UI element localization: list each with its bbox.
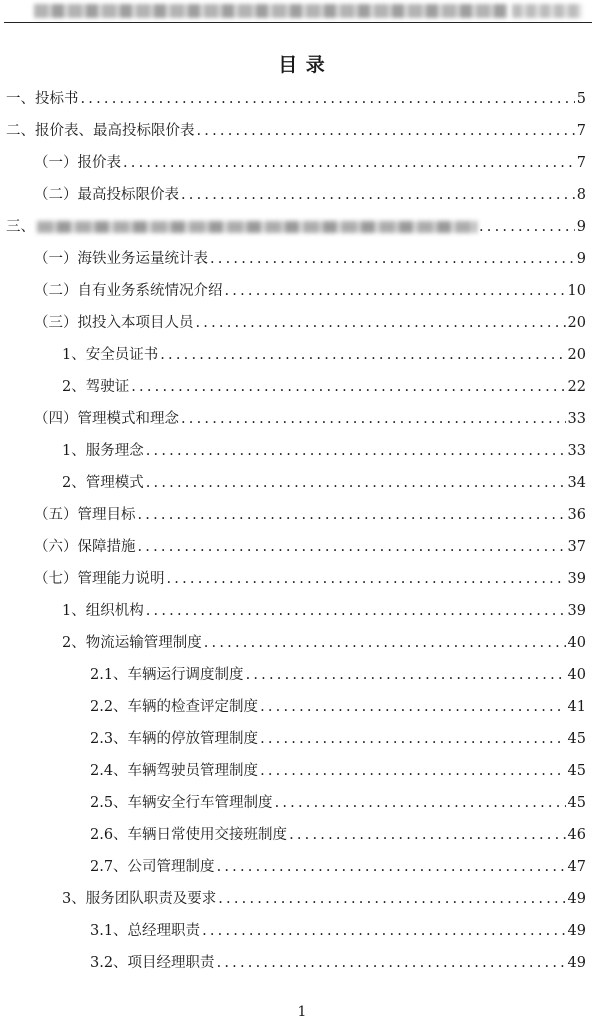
toc-entry-page: 34 bbox=[567, 475, 586, 491]
toc-leader-dots bbox=[289, 824, 565, 846]
toc-entry[interactable] bbox=[6, 120, 586, 142]
toc-entry[interactable] bbox=[34, 408, 586, 430]
toc-entry-page: 7 bbox=[576, 123, 586, 139]
toc-entry-page: 33 bbox=[567, 443, 586, 459]
toc-entry[interactable] bbox=[90, 952, 586, 974]
toc-entry-label: （二）最高投标限价表 bbox=[34, 187, 179, 203]
toc-entry[interactable] bbox=[62, 376, 586, 398]
toc-entry-label: 2、驾驶证 bbox=[62, 379, 130, 395]
toc-entry-page: 47 bbox=[567, 859, 586, 875]
toc-leader-dots bbox=[138, 504, 566, 526]
toc-entry-page: 10 bbox=[567, 283, 586, 299]
toc-entry-label: （二）自有业务系统情况介绍 bbox=[34, 283, 223, 299]
toc-leader-dots bbox=[246, 664, 566, 686]
toc-entry[interactable] bbox=[90, 920, 586, 942]
page-number: 1 bbox=[297, 1004, 307, 1020]
toc-entry[interactable] bbox=[6, 88, 586, 110]
toc-entry-label: （一）海铁业务运量统计表 bbox=[34, 251, 208, 267]
toc-entry-label: 2.1、车辆运行调度制度 bbox=[90, 667, 244, 683]
toc-entry-label: 2.3、车辆的停放管理制度 bbox=[90, 731, 259, 747]
toc-entry[interactable] bbox=[34, 568, 586, 590]
toc-leader-dots bbox=[217, 856, 566, 878]
toc-entry[interactable] bbox=[90, 728, 586, 750]
toc-entry-label: 3.1、总经理职责 bbox=[90, 923, 201, 939]
toc-entry-page: 7 bbox=[576, 155, 586, 171]
toc-entry-page: 20 bbox=[567, 347, 586, 363]
toc-entry-label: 2.6、车辆日常使用交接班制度 bbox=[90, 827, 288, 843]
toc-leader-dots bbox=[146, 472, 566, 494]
toc-leader-dots bbox=[81, 88, 575, 110]
toc-entry[interactable] bbox=[34, 536, 586, 558]
toc-entry[interactable] bbox=[62, 440, 586, 462]
toc-entry[interactable] bbox=[62, 632, 586, 654]
toc-entry-label: （七）管理能力说明 bbox=[34, 571, 165, 587]
toc-entry-page: 5 bbox=[576, 91, 586, 107]
toc-entry-label: 2.2、车辆的检查评定制度 bbox=[90, 699, 259, 715]
redacted-entry-text bbox=[37, 221, 477, 233]
toc-leader-dots bbox=[210, 248, 575, 270]
toc-entry-page: 20 bbox=[567, 315, 586, 331]
toc-leader-dots bbox=[204, 632, 566, 654]
toc-entry-label: 2、物流运输管理制度 bbox=[62, 635, 202, 651]
toc-entry[interactable] bbox=[62, 344, 586, 366]
toc-leader-dots bbox=[160, 344, 565, 366]
toc-entry[interactable] bbox=[90, 664, 586, 686]
page-title: 目 录 bbox=[278, 54, 326, 76]
toc-entry[interactable] bbox=[34, 312, 586, 334]
toc-entry-label: 三、 bbox=[6, 219, 35, 235]
toc-leader-dots bbox=[202, 920, 565, 942]
toc-entry-label: 1、组织机构 bbox=[62, 603, 144, 619]
toc-entry-page: 36 bbox=[567, 507, 586, 523]
toc-entry-label: 1、安全员证书 bbox=[62, 347, 159, 363]
toc-leader-dots bbox=[217, 952, 566, 974]
redacted-header-text bbox=[34, 4, 508, 18]
toc-leader-dots bbox=[181, 184, 575, 206]
toc-entry[interactable] bbox=[34, 248, 586, 270]
toc-entry[interactable] bbox=[90, 760, 586, 782]
toc-entry-page: 49 bbox=[567, 891, 586, 907]
toc-entry-page: 9 bbox=[576, 219, 586, 235]
toc-leader-dots bbox=[167, 568, 566, 590]
toc-entry-label: 一、投标书 bbox=[6, 91, 79, 107]
toc-entry-page: 37 bbox=[567, 539, 586, 555]
toc-entry[interactable] bbox=[34, 184, 586, 206]
toc-entry-label: 3.2、项目经理职责 bbox=[90, 955, 215, 971]
toc-entry-label: 2、管理模式 bbox=[62, 475, 144, 491]
toc-entry-page: 41 bbox=[567, 699, 586, 715]
toc-entry-page: 39 bbox=[567, 571, 586, 587]
toc-entry-page: 8 bbox=[576, 187, 586, 203]
toc-leader-dots bbox=[260, 760, 565, 782]
toc-entry-page: 45 bbox=[567, 795, 586, 811]
toc-leader-dots bbox=[197, 120, 575, 142]
toc-entry[interactable] bbox=[34, 504, 586, 526]
toc-leader-dots bbox=[196, 312, 566, 334]
header-rule bbox=[4, 22, 592, 23]
toc-entry[interactable] bbox=[34, 280, 586, 302]
toc-leader-dots bbox=[146, 440, 566, 462]
toc-entry-label: （四）管理模式和理念 bbox=[34, 411, 179, 427]
toc-entry[interactable] bbox=[62, 600, 586, 622]
toc-entry[interactable] bbox=[90, 824, 586, 846]
toc-leader-dots bbox=[218, 888, 565, 910]
toc-leader-dots bbox=[260, 728, 565, 750]
toc-leader-dots bbox=[146, 600, 566, 622]
toc-entry-label: 2.7、公司管理制度 bbox=[90, 859, 215, 875]
toc-entry-page: 22 bbox=[567, 379, 586, 395]
toc-entry-label: （五）管理目标 bbox=[34, 507, 136, 523]
toc-entry-page: 40 bbox=[567, 667, 586, 683]
toc-leader-dots bbox=[123, 152, 575, 174]
toc-leader-dots bbox=[225, 280, 566, 302]
toc-entry-page: 45 bbox=[567, 731, 586, 747]
toc-entry-label: 2.5、车辆安全行车管理制度 bbox=[90, 795, 273, 811]
toc-leader-dots bbox=[479, 216, 575, 238]
toc-entry-label: （三）拟投入本项目人员 bbox=[34, 315, 194, 331]
toc-leader-dots bbox=[275, 792, 566, 814]
toc-entry-page: 45 bbox=[567, 763, 586, 779]
toc-leader-dots bbox=[181, 408, 566, 430]
toc-entry[interactable] bbox=[62, 472, 586, 494]
toc-entry-page: 33 bbox=[567, 411, 586, 427]
toc-entry-page: 9 bbox=[576, 251, 586, 267]
toc-entry-page: 40 bbox=[567, 635, 586, 651]
toc-entry[interactable] bbox=[90, 696, 586, 718]
toc-leader-dots bbox=[260, 696, 565, 718]
toc-entry-label: 二、报价表、最高投标限价表 bbox=[6, 123, 195, 139]
toc-entry-label: （一）报价表 bbox=[34, 155, 121, 171]
toc-entry[interactable] bbox=[62, 888, 586, 910]
toc-leader-dots bbox=[138, 536, 566, 558]
toc-entry[interactable] bbox=[90, 792, 586, 814]
redacted-header-text-right bbox=[512, 4, 582, 18]
toc-entry[interactable] bbox=[6, 216, 586, 238]
toc-entry[interactable] bbox=[34, 152, 586, 174]
toc-entry-page: 39 bbox=[567, 603, 586, 619]
toc-entry-page: 46 bbox=[567, 827, 586, 843]
toc-entry-label: （六）保障措施 bbox=[34, 539, 136, 555]
toc-leader-dots bbox=[131, 376, 565, 398]
toc-entry-page: 49 bbox=[567, 923, 586, 939]
toc-entry-label: 2.4、车辆驾驶员管理制度 bbox=[90, 763, 259, 779]
toc-entry[interactable] bbox=[90, 856, 586, 878]
toc-entry-label: 1、服务理念 bbox=[62, 443, 144, 459]
toc-entry-label: 3、服务团队职责及要求 bbox=[62, 891, 217, 907]
toc-entry-page: 49 bbox=[567, 955, 586, 971]
